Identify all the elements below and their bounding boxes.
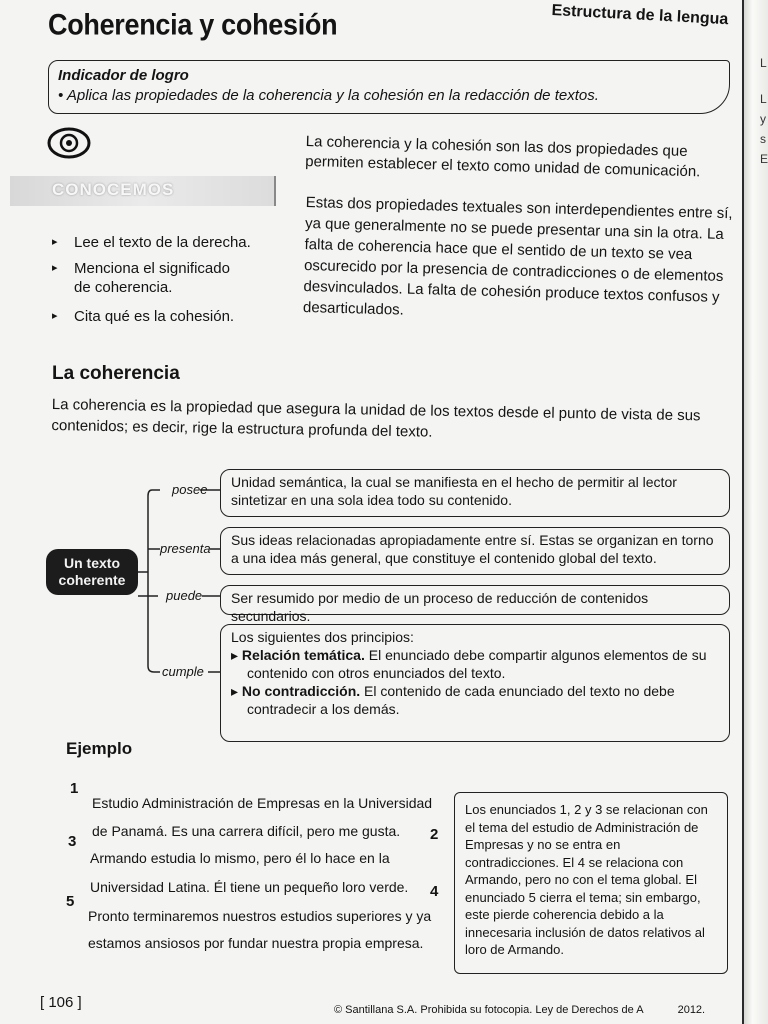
indicator-title: Indicador de logro <box>58 67 189 84</box>
edge-char: s <box>760 132 766 146</box>
analysis-text: Los enunciados 1, 2 y 3 se relacionan con el tema del estudio de Administración de Empresas y no se entra en contradicciones. El 4 se relaciona con Armando, pero no con el tema global. El enunciado 5 cierra el tema; sin embargo, este pierde coherencia debido a la innecesaria inclusión de datos relativos al loro de Armando. <box>465 802 708 957</box>
coherencia-definition: La coherencia es la propiedad que asegura la unidad de los textos desde el punto de vista de sus contenidos; es decir, rige la estructura profunda del texto. <box>51 395 701 441</box>
intro-paragraph: Estas dos propiedades textuales son interdependientes entre sí, ya que generalmente no se puede presentar una sin la otra. La falta de coherencia hace que el sentido de un texto se vea oscurecido por la presencia de contradicciones o de elementos desvinculados. La falta de cohesión produce textos confusos y desarticulados. <box>302 193 733 319</box>
diagram-connectors <box>40 466 240 746</box>
sentence-number: 1 <box>70 780 79 797</box>
sentence-number: 5 <box>66 893 75 910</box>
concept-box <box>220 527 730 575</box>
arrow-bullet-icon: ▸ <box>52 236 58 248</box>
example-line: Pronto terminaremos nuestros estudios superiores y ya <box>88 908 432 924</box>
principle-title: No contradicción. <box>241 683 361 699</box>
conocemos-label: CONOCEMOS <box>52 180 175 199</box>
concept-box <box>220 469 730 517</box>
indicator-item-text: Aplica las propiedades de la coherencia y la cohesión en la redacción de textos. <box>66 87 599 104</box>
diagram-root-line: Un texto <box>64 555 120 571</box>
section-label: Estructura de la lengua <box>551 2 729 29</box>
concept-box <box>220 624 730 742</box>
edge-char: L <box>760 92 767 106</box>
branch-verb: presenta <box>160 541 211 556</box>
edge-char: y <box>760 112 766 126</box>
example-line: Estudio Administración de Empresas en la Universidad <box>92 795 433 811</box>
principle-item <box>231 646 719 682</box>
principle-item <box>231 682 719 718</box>
sentence-number: 2 <box>430 826 439 843</box>
copyright-line <box>334 1004 705 1016</box>
arrow-bullet-icon: ▸ <box>231 683 242 699</box>
diagram-root-line: coherente <box>58 572 126 588</box>
sentence-number: 3 <box>68 833 77 850</box>
eye-icon <box>46 126 92 160</box>
task-text: Menciona el significado de coherencia. <box>74 260 230 296</box>
concept-text: Los siguientes dos principios: <box>231 629 414 645</box>
task-text: Lee el texto de la derecha. <box>74 234 251 251</box>
intro-paragraph: La coherencia y la cohesión son las dos propiedades que permiten establecer el texto como unidad de comunicación. <box>305 132 701 181</box>
arrow-bullet-icon: ▸ <box>231 647 242 663</box>
page-edge-line <box>742 0 744 1024</box>
page-number: [ 106 ] <box>40 994 82 1011</box>
example-line: de Panamá. Es una carrera difícil, pero me gusta. <box>92 823 401 839</box>
branch-verb: puede <box>166 588 203 603</box>
concept-box <box>220 585 730 624</box>
principle-text: El enunciado debe compartir algunos elementos de su contenido con otros enunciados del texto. <box>247 647 707 681</box>
page-title: Coherencia y cohesión <box>48 8 338 42</box>
diagram-root <box>46 549 138 595</box>
branch-verb: posee <box>172 482 208 497</box>
task-text: Cita qué es la cohesión. <box>74 308 235 325</box>
example-heading: Ejemplo <box>66 739 133 758</box>
section-heading: La coherencia <box>52 363 180 384</box>
principle-text: El contenido de cada enunciado del texto no debe contradecir a los demás. <box>247 683 675 717</box>
analysis-box <box>454 792 728 974</box>
concept-text: Unidad semántica, la cual se manifiesta en el hecho de permitir al lector sintetizar en una sola idea todo su contenido. <box>231 474 677 508</box>
example-line: Universidad Latina. Él tiene un pequeño loro verde. <box>90 879 409 895</box>
edge-char: E <box>760 152 768 166</box>
sentence-number: 4 <box>430 883 439 900</box>
arrow-bullet-icon: ▸ <box>52 310 58 322</box>
arrow-bullet-icon: ▸ <box>52 262 58 274</box>
example-line: estamos ansiosos por fundar nuestra propia empresa. <box>88 935 424 951</box>
copyright-year: 2012. <box>677 1004 706 1016</box>
copyright-text: © Santillana S.A. Prohibida su fotocopia. Ley de Derechos de A <box>334 1004 644 1016</box>
indicator-item: • Aplica las propiedades de la coherencia y la cohesión en la redacción de textos. <box>58 87 599 104</box>
example-line: Armando estudia lo mismo, pero él lo hace en la <box>90 850 390 866</box>
concept-text: Ser resumido por medio de un proceso de reducción de contenidos secundarios. <box>231 590 649 624</box>
branch-verb: cumple <box>162 664 204 679</box>
edge-char: L <box>760 56 767 70</box>
concept-text: Sus ideas relacionadas apropiadamente entre sí. Estas se organizan en torno a una idea más general, que constituye el contenido global del texto. <box>231 532 714 566</box>
principle-title: Relación temática. <box>241 647 365 663</box>
